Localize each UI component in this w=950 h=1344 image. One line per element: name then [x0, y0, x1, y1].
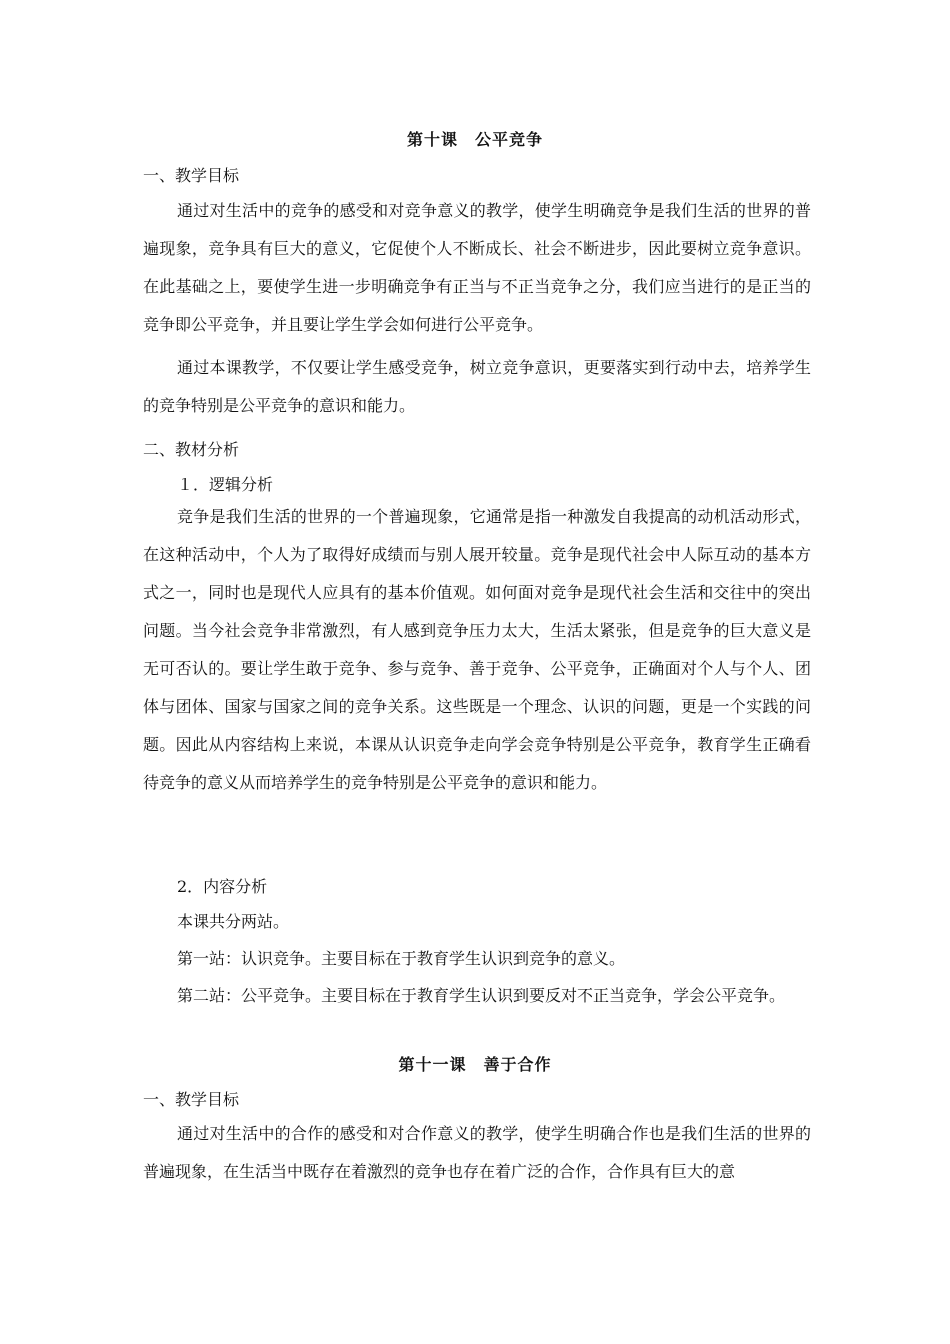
lesson10-goals-paragraph-1: 通过对生活中的竞争的感受和对竞争意义的教学，使学生明确竞争是我们生活的世界的普遍现象，竞争具有巨大的意义，它促使个人不断成长、社会不断进步，因此要树立竞争意识。在此基础之上，要使学生进一步明确竞争有正当与不正当竞争之分，我们应当进行的是正当的竞争即公平竞争，并且要让学生学会如何进行公平竞争。: [143, 201, 811, 334]
content-analysis-heading: 2．内容分析: [177, 877, 268, 896]
lesson10-title: 第十课 公平竞争: [406, 130, 543, 149]
lesson10-material-heading: 二、教材分析: [143, 440, 240, 459]
lesson11-goals-paragraph-1: 通过对生活中的合作的感受和对合作意义的教学，使学生明确合作也是我们生活的世界的普遍现象，在生活当中既存在着激烈的竞争也存在着广泛的合作，合作具有巨大的意: [143, 1124, 811, 1181]
content-analysis-intro: 本课共分两站。: [177, 912, 290, 931]
lesson11-goals-heading: 一、教学目标: [143, 1090, 240, 1109]
lesson10-goals-heading: 一、教学目标: [143, 166, 240, 185]
lesson10-goals-paragraph-2: 通过本课教学，不仅要让学生感受竞争，树立竞争意识，更要落实到行动中去，培养学生的竞争特别是公平竞争的意识和能力。: [143, 358, 811, 415]
station-one-text: 第一站：认识竞争。主要目标在于教育学生认识到竞争的意义。: [177, 949, 626, 968]
logic-analysis-paragraph: 竞争是我们生活的世界的一个普遍现象，它通常是指一种激发自我提高的动机活动形式，在这种活动中，个人为了取得好成绩而与别人展开较量。竞争是现代社会中人际互动的基本方式之一，同时也是现代人应具有的基本价值观。如何面对竞争是现代社会生活和交往中的突出问题。当今社会竞争非常激烈，有人感到竞争压力太大，生活太紧张，但是竞争的巨大意义是无可否认的。要让学生敢于竞争、参与竞争、善于竞争、公平竞争，正确面对个人与个人、团体与团体、国家与国家之间的竞争关系。这些既是一个理念、认识的问题，更是一个实践的问题。因此从内容结构上来说，本课从认识竞争走向学会竞争特别是公平竞争，教育学生正确看待竞争的意义从而培养学生的竞争特别是公平竞争的意识和能力。: [143, 507, 811, 792]
lesson11-title: 第十一课 善于合作: [398, 1055, 552, 1074]
station-two-text: 第二站：公平竞争。主要目标在于教育学生认识到要反对不正当竞争，学会公平竞争。: [177, 986, 786, 1005]
logic-analysis-heading: １．逻辑分析: [177, 475, 274, 494]
